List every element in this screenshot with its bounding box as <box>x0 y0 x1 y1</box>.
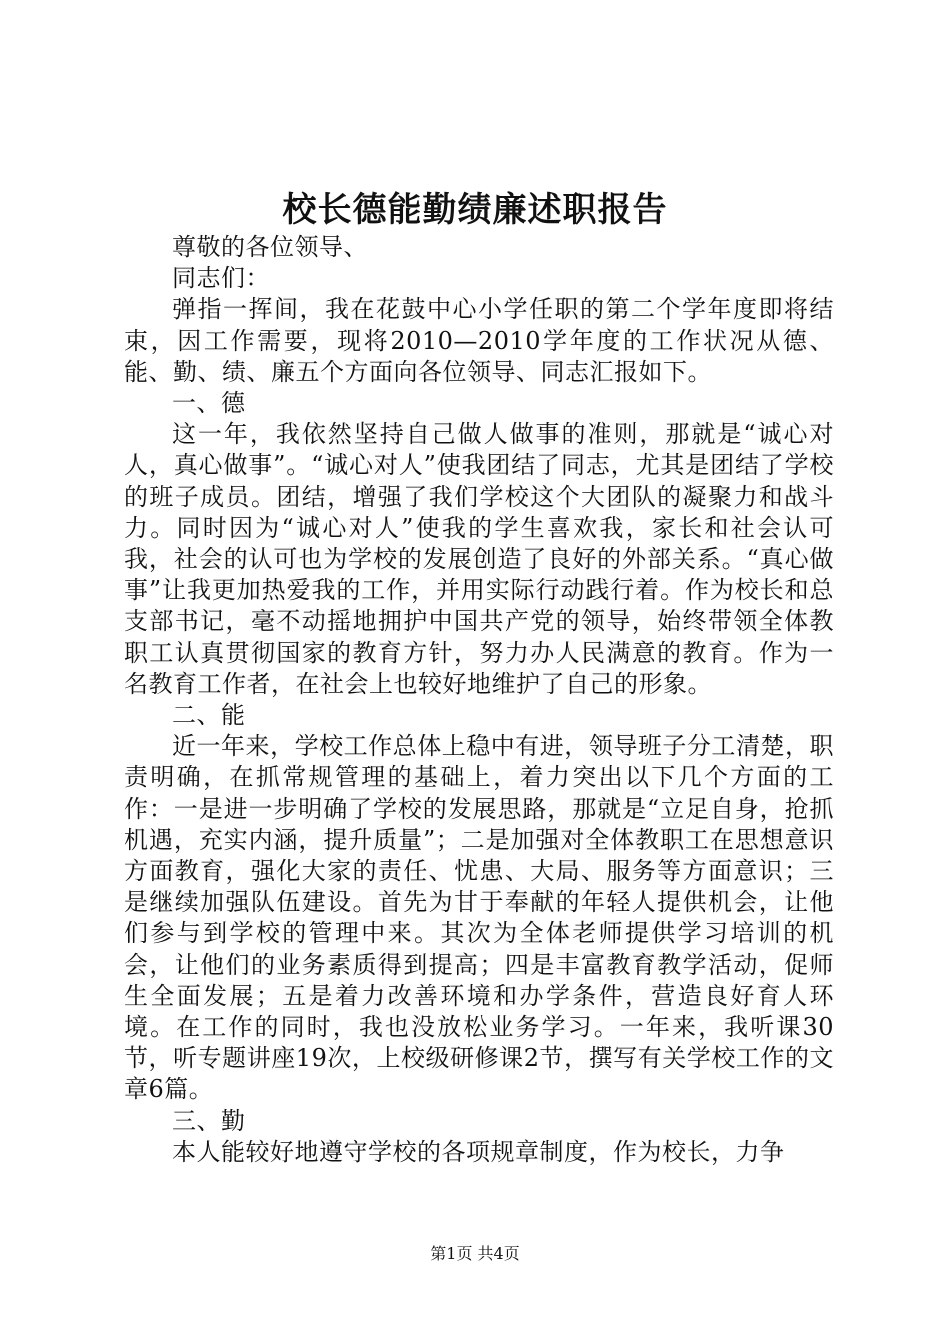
section-paragraph-neng: 近一年来，学校工作总体上稳中有进，领导班子分工清楚，职责明确，在抓常规管理的基础上，着力突出以下几个方面的工作：一是进一步明确了学校的发展思路，那就是“立足自身，抢抓机遇，充实内涵，提升质量”；二是加强对全体教职工在思想意识方面教育，强化大家的责任、忧患、大局、服务等方面意识；三是继续加强队伍建设。首先为甘于奉献的年轻人提供机会，让他们参与到学校的管理中来。其次为全体老师提供学习培训的机会，让他们的业务素质得到提高；四是丰富教育教学活动，促师生全面发展；五是着力改善环境和办学条件，营造良好育人环境。在工作的同时，我也没放松业务学习。一年来，我听课30节，听专题讲座19次，上校级研修课2节，撰写有关学校工作的文章6篇。 <box>124 732 834 1104</box>
document-title: 校长德能勤绩廉述职报告 <box>282 190 668 230</box>
salutation-line-1: 尊敬的各位领导、 <box>172 233 368 261</box>
section-heading-neng: 二、能 <box>172 701 246 730</box>
intro-paragraph: 弹指一挥间，我在花鼓中心小学任职的第二个学年度即将结束，因工作需要，现将2010—2010学年度的工作状况从德、能、勤、绩、廉五个方面向各位领导、同志汇报如下。 <box>124 295 834 386</box>
section-heading-de: 一、德 <box>172 389 246 418</box>
section-paragraph-de: 这一年，我依然坚持自己做人做事的准则，那就是“诚心对人，真心做事”。“诚心对人”使我团结了同志，尤其是团结了学校的班子成员。团结，增强了我们学校这个大团队的凝聚力和战斗力。同时因为“诚心对人”使我的学生喜欢我，家长和社会认可我，社会的认可也为学校的发展创造了良好的外部关系。“真心做事”让我更加热爱我的工作，并用实际行动践行着。作为校长和总支部书记，毫不动摇地拥护中国共产党的领导，始终带领全体教职工认真贯彻国家的教育方针，努力办人民满意的教育。作为一名教育工作者，在社会上也较好地维护了自己的形象。 <box>124 420 834 698</box>
salutation-line-2: 同志们： <box>172 264 270 293</box>
document-body <box>124 232 834 1168</box>
page-number-footer: 第1页 共4页 <box>430 1244 520 1263</box>
section-heading-qin: 三、勤 <box>172 1106 246 1135</box>
section-paragraph-qin: 本人能较好地遵守学校的各项规章制度，作为校长，力争 <box>172 1137 785 1166</box>
